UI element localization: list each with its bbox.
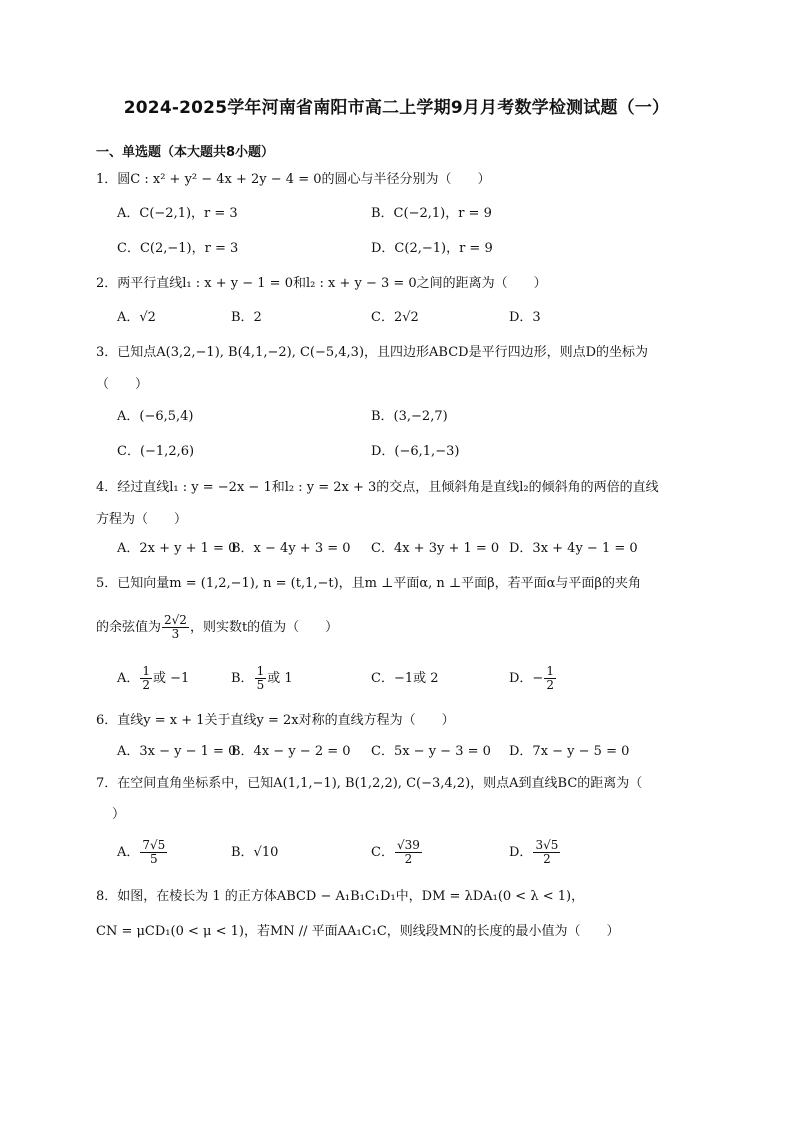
option-fraction: [544, 665, 556, 692]
question-3-stem-cont: （ ）: [96, 377, 149, 392]
question-3-stem: 3．已知点A(3,2,−1), B(4,1,−2), C(−5,4,3)，且四边形ABCD是平行四边形，则点D的坐标为: [96, 345, 649, 360]
option-c: C．−1或 2: [371, 671, 439, 686]
exam-title: 2024-2025学年河南省南阳市高二上学期9月月考数学检测试题（一）: [123, 98, 670, 118]
question-5-options: [117, 664, 717, 698]
fraction-denominator: 2: [546, 678, 554, 692]
question-8-stem: 8．如图，在棱长为 1 的正方体ABCD − A₁B₁C₁D₁中，DM = λDA₁(0 < λ < 1)，: [96, 889, 585, 904]
question-3-options-2: [117, 443, 717, 465]
fraction-numerator: 1: [546, 664, 554, 678]
question-1-options-2: [117, 240, 717, 262]
option-c: C．5x − y − 3 = 0: [371, 744, 491, 759]
option-label: B．: [231, 671, 254, 686]
question-2-options: [117, 309, 717, 331]
option-label: D．: [509, 845, 533, 860]
option-d: [509, 838, 561, 868]
option-d: D．(−6,1,−3): [371, 444, 460, 459]
fraction-denominator: 5: [256, 678, 265, 692]
question-2-stem: 2．两平行直线l₁ : x + y − 1 = 0和l₂ : x + y − 3 = 0之间的距离为（ ）: [96, 276, 547, 291]
fraction-denominator: 5: [150, 852, 158, 866]
option-fraction: [533, 839, 560, 866]
option-a: A．(−6,5,4): [117, 409, 194, 424]
option-c: [371, 838, 423, 868]
option-d: D．C(2,−1)，r = 9: [371, 241, 493, 256]
question-5-stem-cont: [96, 613, 338, 643]
option-fraction: [140, 665, 152, 692]
option-b: B．C(−2,1)，r = 9: [371, 206, 492, 221]
option-a: [117, 664, 189, 694]
option-label: D．−: [509, 671, 544, 686]
fraction-numerator: 7√5: [142, 838, 166, 852]
fraction-numerator: 2√2: [164, 613, 187, 627]
fraction-denominator: 3: [171, 627, 180, 641]
question-5-stem: 5．已知向量m = (1,2,−1), n = (t,1,−t)，且m ⊥平面α, n ⊥平面β，若平面α与平面β的夹角: [96, 576, 641, 591]
option-c: C．(−1,2,6): [117, 444, 195, 459]
option-c: C．4x + 3y + 1 = 0: [371, 541, 500, 556]
option-b: [231, 664, 293, 694]
question-6-options: [117, 743, 717, 765]
option-c: C．2√2: [371, 310, 419, 325]
question-7-stem: 7．在空间直角坐标系中，已知A(1,1,−1), B(1,2,2), C(−3,4,2)，则点A到直线BC的距离为（: [96, 776, 643, 791]
option-label: C．: [371, 845, 394, 860]
option-d: D．3: [509, 310, 541, 325]
question-1-stem: 1．圆C : x² + y² − 4x + 2y − 4 = 0的圆心与半径分别为（ ）: [96, 172, 491, 187]
section-heading: 一、单选题（本大题共8小题）: [96, 145, 275, 160]
option-label: A．: [117, 845, 140, 860]
fraction-denominator: 2: [142, 678, 151, 692]
option-c: C．C(2,−1)，r = 3: [117, 241, 239, 256]
option-text: 或 1: [267, 671, 293, 686]
option-b: B．2: [231, 310, 262, 325]
question-3-options: [117, 408, 717, 430]
q5-text-pre: 的余弦值为: [96, 620, 162, 635]
option-b: B．(3,−2,7): [371, 409, 448, 424]
option-d: D．3x + 4y − 1 = 0: [509, 541, 638, 556]
question-8-stem-cont: CN = μCD₁(0 < μ < 1)，若MN // 平面AA₁C₁C，则线段MN的长度的最小值为（ ）: [96, 924, 620, 939]
option-fraction: [140, 839, 167, 866]
option-b: B．√10: [231, 845, 279, 860]
option-a: A．√2: [117, 310, 156, 325]
q5-text-post: ，则实数t的值为（ ）: [189, 620, 339, 635]
option-a: A．3x − y − 1 = 0: [117, 744, 237, 759]
question-4-options: [117, 540, 717, 562]
fraction-numerator: 1: [142, 664, 151, 678]
fraction-numerator: 1: [256, 664, 265, 678]
question-4-stem-cont: 方程为（ ）: [96, 512, 188, 527]
option-b: B．4x − y − 2 = 0: [231, 744, 351, 759]
fraction-denominator: 2: [404, 852, 413, 866]
question-6-stem: 6．直线y = x + 1关于直线y = 2x对称的直线方程为（ ）: [96, 713, 455, 728]
fraction-numerator: 3√5: [535, 838, 559, 852]
option-fraction: [395, 839, 422, 866]
option-a: [117, 838, 168, 868]
option-b: B．x − 4y + 3 = 0: [231, 541, 351, 556]
option-a: A．2x + y + 1 = 0: [117, 541, 237, 556]
fraction-denominator: 2: [543, 852, 551, 866]
question-1-options: [117, 205, 717, 227]
option-fraction: [255, 665, 267, 692]
question-4-stem: 4．经过直线l₁ : y = −2x − 1和l₂ : y = 2x + 3的交点，且倾斜角是直线l₂的倾斜角的两倍的直线: [96, 480, 659, 495]
option-text: 或 −1: [153, 671, 190, 686]
q5-fraction: [162, 614, 189, 641]
option-d: [509, 664, 557, 694]
question-7-options: [117, 838, 717, 872]
question-7-stem-cont: ）: [112, 807, 126, 822]
fraction-numerator: √39: [396, 838, 420, 852]
option-label: A．: [117, 671, 140, 686]
option-a: A．C(−2,1)，r = 3: [117, 206, 238, 221]
option-d: D．7x − y − 5 = 0: [509, 744, 630, 759]
